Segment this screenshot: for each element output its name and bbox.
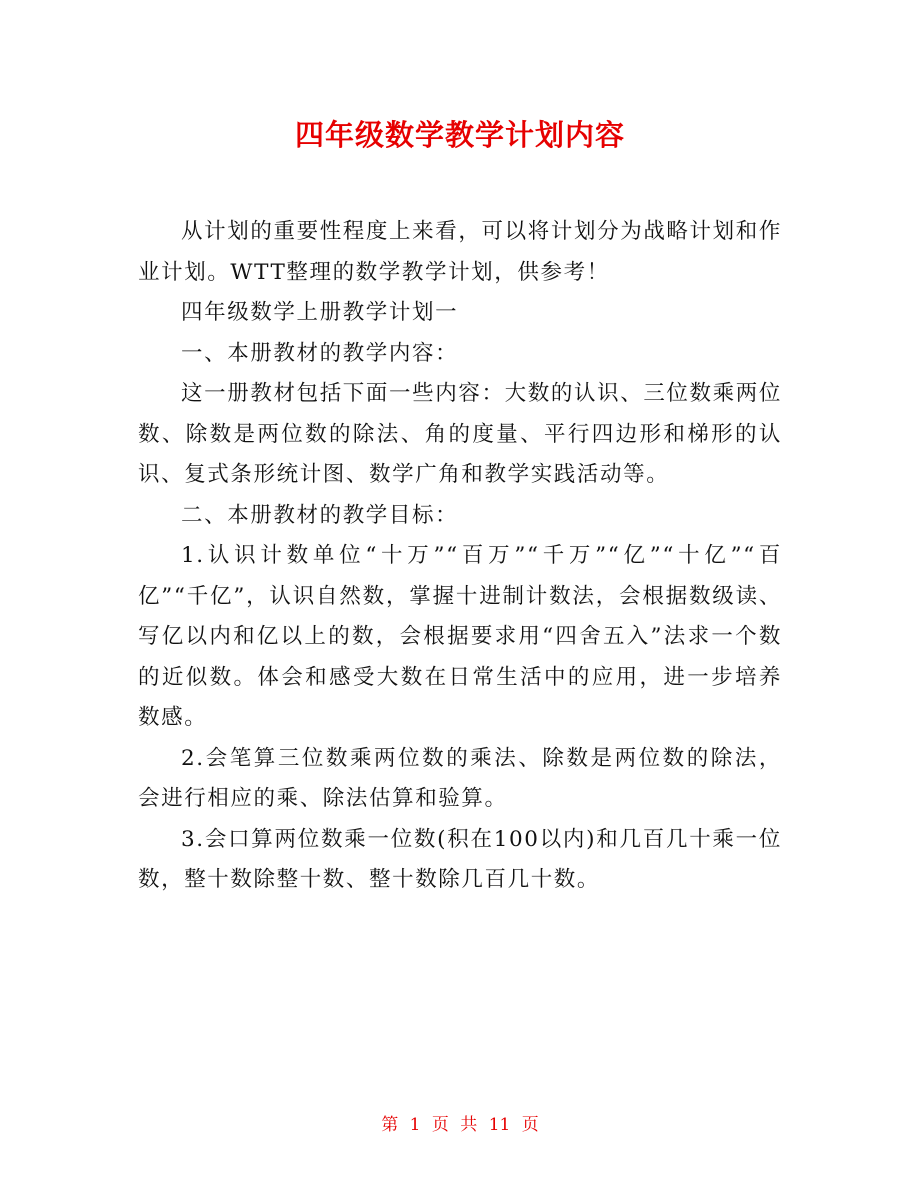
paragraph-section-2-heading: 二、本册教材的教学目标： [181,502,459,528]
paragraph-plan-heading: 四年级数学上册教学计划一 [181,300,459,325]
page-title: 四年级数学教学计划内容 [294,118,625,152]
paragraph-goal-3: 3.会口算两位数乘一位数(积在100以内)和几百几十乘一位数，整十数除整十数、整十数除几百几十数。 [138,826,782,892]
document-body [138,212,782,901]
paragraph-goal-1: 1.认识计数单位“十万”“百万”“千万”“亿”“十亿”“百亿”“千亿”，认识自然数，掌握十进制计数法，会根据数级读、写亿以内和亿以上的数，会根据要求用“四舍五入”法求一个数的近似数。体会和感受大数在日常生活中的应用，进一步培养数感。 [138,543,782,730]
paragraph-goal-2: 2.会笔算三位数乘两位数的乘法、除数是两位数的除法，会进行相应的乘、除法估算和验算。 [138,745,782,811]
page-footer: 第 1 页 共 11 页 [381,1115,539,1135]
paragraph-intro: 从计划的重要性程度上来看，可以将计划分为战略计划和作业计划。WTT整理的数学教学计划，供参考！ [138,219,782,285]
paragraph-section-1-content: 这一册教材包括下面一些内容：大数的认识、三位数乘两位数、除数是两位数的除法、角的度量、平行四边形和梯形的认识、复式条形统计图、数学广角和教学实践活动等。 [138,381,782,487]
paragraph-section-1-heading: 一、本册教材的教学内容： [181,340,459,366]
